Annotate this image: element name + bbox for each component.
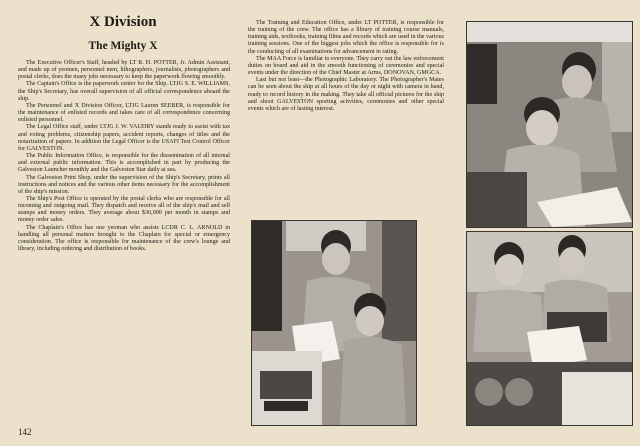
paragraph: The Personnel and X Division Officer, LTJG Lauren SEEBER, is responsible for the maintenance of enlisted records and takes care of all correspondence concerning enlisted personnel. bbox=[18, 102, 230, 124]
left-text-column bbox=[18, 60, 230, 253]
page-number: 142 bbox=[18, 427, 32, 437]
photo-print-shop bbox=[466, 231, 633, 426]
photo-office-workers bbox=[466, 21, 633, 228]
photo-typewriter-office bbox=[251, 220, 417, 426]
paragraph: The Executive Officer's Staff, headed by LT R. H. POTTER, Jr. Admin Assistant, and made up of yeomen, personnel men, lithographers, journalists, photographers and postal clerks, does the many jobs necessary to keep the paperwork flowing smoothly. bbox=[18, 60, 230, 81]
right-text-column bbox=[248, 20, 444, 113]
paragraph: The Training and Education Office, under LT POTTER, is responsible for the training of the crew. The office has a library of training course manuals, training aids, textbooks, training films and records which are used in the various training sessions. One of the biggest jobs which the office is responsible for is the conducting of all examinations for advancement in rating. bbox=[248, 20, 444, 55]
paragraph: The Legal Office staff, under LTJG J. W. VAUDRY stands ready to assist with tax and voting problems, citizenship papers, accident reports, changes of titles and the notarization of papers. In addition the Legal Officer is the USAFI Test Control Officer for GALVESTON. bbox=[18, 124, 230, 152]
page-title: X Division bbox=[89, 14, 157, 30]
page-subtitle: The Mighty X bbox=[88, 40, 158, 52]
paragraph: The Galveston Print Shop, under the supervision of the Ship's Secretary, prints all instructions and notices and the various other items necessary for the accomplishment of the ship's mission. bbox=[18, 174, 230, 195]
paragraph: The Ship's Post Office is operated by the postal clerks who are responsible for all incoming and outgoing mail. They dispatch and receive all of the ship's mail and sell stamps and money orders. They average about $30,000 per month in stamps and money order sales. bbox=[18, 195, 230, 224]
paragraph: The Captain's Office is the paperwork center for the Ship. LTJG S. E. WILLIAMS, the Ship's Secretary, has overall supervision of all official correspondence aboard the ship. bbox=[18, 81, 230, 102]
paragraph: The MAA Force is familiar to everyone. They carry out the law enforcement duties on board and aid in the smooth functioning of ceremonies and special events under the direction of the Chief Master at Arms, DONOVAN, GMGCA. bbox=[248, 55, 444, 77]
paragraph: The Chaplain's Office has one yeoman who assists LCDR C. L. ARNOLD in handling all personal matters brought to the Chaplain for special or emergency consideration. The office is responsible for maintenance of the crew's lounge and library, including ordering and distribution of books. bbox=[18, 224, 230, 253]
paragraph: The Public Information Office, is responsible for the dissemination of all internal and external public information. This is accomplished in part by producing the Galveston Launcher monthly and the Galveston Star daily at sea. bbox=[18, 153, 230, 174]
paragraph: Last but not least—the Photographic Laboratory. The Photographer's Mates can be seen about the ship at all hours of the day or night with camera in hand, ready to record history in the making. They take all official pictures for the ship and shoot GALVESTON sporting activities, ceremonies and other special events which are of lasting interest. bbox=[248, 77, 444, 112]
